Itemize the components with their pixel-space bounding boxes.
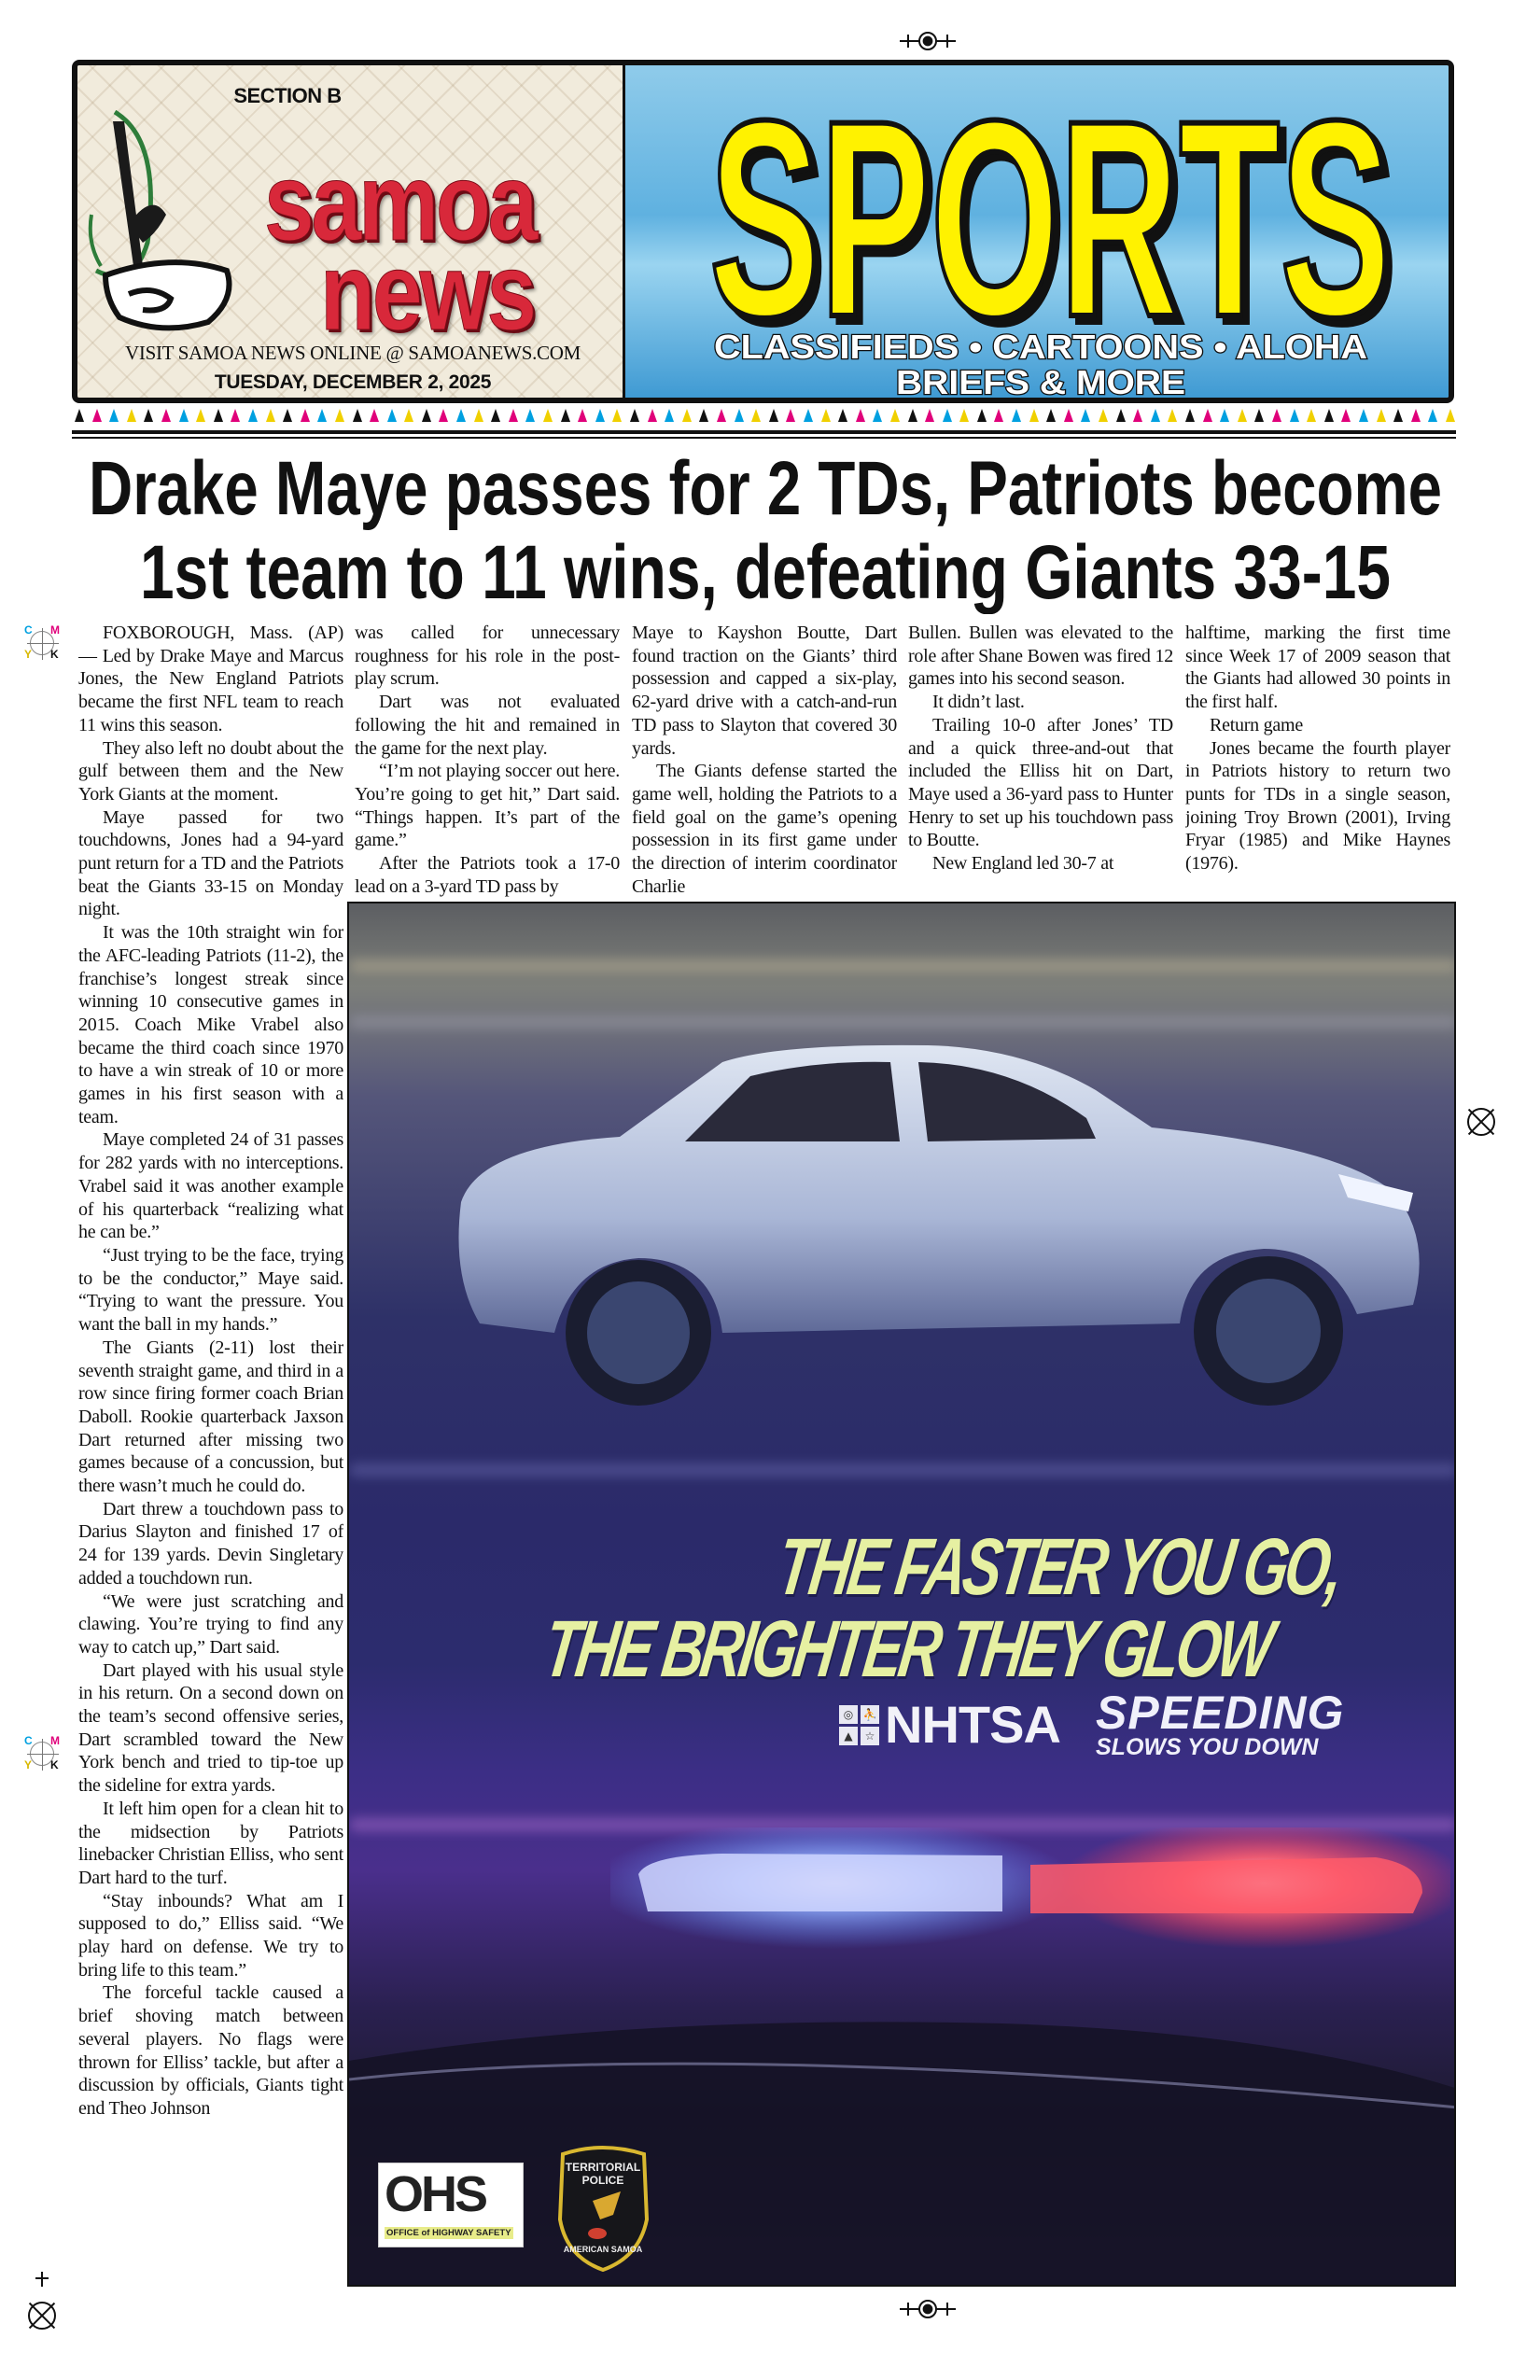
nhtsa-wordmark: NHTSA bbox=[885, 1695, 1060, 1754]
article-paragraph: Bullen. Bullen was elevated to the role after Shane Bowen was fired 12 games into his second season. bbox=[908, 623, 1173, 690]
color-triangle bbox=[1220, 409, 1229, 422]
color-triangle bbox=[648, 409, 657, 422]
color-triangle bbox=[1254, 409, 1264, 422]
color-triangle bbox=[821, 409, 831, 422]
color-triangle bbox=[908, 409, 917, 422]
color-triangle bbox=[474, 409, 483, 422]
ad-slogan-line-2: THE BRIGHTER THEY GLOW bbox=[539, 1604, 1276, 1694]
cmyk-k: K bbox=[50, 648, 59, 661]
color-triangle bbox=[439, 409, 448, 422]
color-triangle bbox=[353, 409, 362, 422]
color-triangle bbox=[75, 409, 84, 422]
cmyk-m: M bbox=[50, 623, 60, 637]
color-triangle bbox=[92, 409, 102, 422]
headline bbox=[75, 446, 1456, 614]
divider-rule bbox=[72, 437, 1456, 439]
nhtsa-icon-grid: ◎ ⛹ ▲ ☆ bbox=[839, 1705, 879, 1745]
color-triangle bbox=[699, 409, 708, 422]
color-triangle bbox=[1377, 409, 1386, 422]
color-triangle bbox=[786, 409, 795, 422]
color-triangle bbox=[1116, 409, 1126, 422]
color-triangle bbox=[578, 409, 587, 422]
article-column-1 bbox=[78, 622, 343, 2270]
color-triangle bbox=[525, 409, 535, 422]
article-paragraph: The Giants (2-11) lost their seventh straight game, and third in a row since firing former coach Brian Daboll. Rookie quarterback Jaxson Dart returned after missing two games because of a concussion, but there wasn’t much he could do. bbox=[78, 1337, 343, 1497]
speeding-advertisement[interactable] bbox=[347, 902, 1456, 2287]
color-triangle bbox=[873, 409, 882, 422]
article-column-5 bbox=[1185, 622, 1450, 900]
nhtsa-logo bbox=[839, 1695, 1060, 1754]
color-triangle bbox=[144, 409, 153, 422]
color-triangle bbox=[231, 409, 240, 422]
color-triangle bbox=[1168, 409, 1177, 422]
speeding-subtitle: SLOWS YOU DOWN bbox=[1096, 1734, 1319, 1760]
color-triangle bbox=[1185, 409, 1195, 422]
logo-samoa: samoa bbox=[264, 141, 536, 264]
cmyk-y: Y bbox=[24, 648, 33, 661]
badge-american-samoa: AMERICAN SAMOA bbox=[563, 2245, 643, 2254]
color-triangle bbox=[456, 409, 466, 422]
color-triangle bbox=[1324, 409, 1334, 422]
color-triangle bbox=[1203, 409, 1212, 422]
color-triangle bbox=[925, 409, 934, 422]
article-paragraph: The forceful tackle caused a brief shoving match between several players. No flags were thrown for Elliss’ tackle, but after a discussion by officials, Giants tight end Theo Johnson bbox=[78, 1982, 343, 2119]
article-paragraph: Dart threw a touchdown pass to Darius Slayton and finished 17 of 24 for 139 yards. Devin Singletary added a touchdown run. bbox=[78, 1498, 343, 1589]
crop-mark bbox=[41, 2272, 43, 2287]
logo-news: news bbox=[320, 231, 534, 354]
motion-streak bbox=[349, 1463, 1456, 1477]
color-triangle bbox=[317, 409, 327, 422]
color-triangle bbox=[1272, 409, 1281, 422]
article-paragraph: After the Patriots took a 17-0 lead on a 3-yard TD pass by bbox=[355, 853, 620, 897]
cmyk-m: M bbox=[50, 1734, 60, 1747]
article-paragraph: Maye passed for two touchdowns, Jones had a 94-yard punt return for a TD and the Patriots beat the Giants 33-15 on Monday night. bbox=[78, 806, 343, 920]
crosshair-mark-right bbox=[1467, 1108, 1495, 1136]
speeding-title: SPEEDING bbox=[1096, 1687, 1345, 1739]
territorial-police-badge-icon bbox=[555, 2145, 651, 2272]
color-triangle bbox=[630, 409, 639, 422]
sports-banner bbox=[625, 65, 1449, 398]
color-triangle bbox=[543, 409, 553, 422]
registration-mark-bottom bbox=[900, 2300, 956, 2318]
article-paragraph: Dart played with his usual style in his return. On a second down on the team’s second offensive series, Dart scrambled toward the New York bench and tried to tip-toe up the sideline for extra yards. bbox=[78, 1659, 343, 1797]
color-triangle bbox=[196, 409, 205, 422]
article-paragraph: “Just trying to be the face, trying to be the conductor,” Maye said. “Trying to want the pressure. You want the ball in my hands.” bbox=[78, 1244, 343, 1336]
color-triangle bbox=[387, 409, 397, 422]
color-triangle bbox=[717, 409, 726, 422]
color-triangle bbox=[665, 409, 674, 422]
sports-title: SPORTS bbox=[709, 65, 1391, 375]
article-paragraph: It didn’t last. bbox=[932, 692, 1025, 713]
color-triangle bbox=[109, 409, 119, 422]
color-triangle bbox=[612, 409, 622, 422]
ohs-name: OFFICE of HIGHWAY SAFETY bbox=[386, 2228, 511, 2238]
color-triangle bbox=[735, 409, 744, 422]
cmyk-c: C bbox=[24, 1734, 33, 1747]
color-triangle bbox=[1341, 409, 1351, 422]
ohs-wordmark: OHS bbox=[385, 2166, 486, 2222]
article-paragraph: “I’m not playing soccer out here. You’re going to get hit,” Dart said. “Things happen. It’s part of the game.” bbox=[355, 761, 620, 851]
banner-subtitle-2: BRIEFS & MORE bbox=[896, 363, 1185, 398]
article-subhead: Return game bbox=[1210, 714, 1303, 735]
color-triangle bbox=[1133, 409, 1142, 422]
color-triangle bbox=[1099, 409, 1108, 422]
article-paragraph: Maye completed 24 of 31 passes for 282 yards with no interceptions. Vrabel said it was another example of his quarterback “realizing what he can be.” bbox=[78, 1129, 343, 1243]
article-paragraph: The Giants defense started the game well, holding the Patriots to a field goal on the game’s opening possession in its first game under the direction of interim coordinator Charlie bbox=[632, 761, 897, 897]
article-paragraph: Trailing 10-0 after Jones’ TD and a quick three-and-out that included the Elliss hit on Dart, Maye used a 36-yard pass to Hunter Henry to set up his touchdown pass to Boutte. bbox=[908, 714, 1173, 851]
color-triangle bbox=[1307, 409, 1316, 422]
cmyk-mark bbox=[22, 623, 63, 665]
color-triangle bbox=[751, 409, 761, 422]
issue-date: TUESDAY, DECEMBER 2, 2025 bbox=[214, 371, 492, 393]
registration-mark-top bbox=[900, 32, 956, 50]
cmyk-mark bbox=[22, 1734, 63, 1775]
color-triangle bbox=[856, 409, 865, 422]
article-paragraph: They also left no doubt about the gulf between them and the New York Giants at the moment. bbox=[78, 737, 343, 805]
color-triangle bbox=[1411, 409, 1421, 422]
color-triangle bbox=[1446, 409, 1455, 422]
color-triangle bbox=[491, 409, 500, 422]
color-triangle bbox=[161, 409, 171, 422]
article-paragraph: New England led 30-7 at bbox=[932, 853, 1114, 875]
color-triangle bbox=[595, 409, 605, 422]
article-column-4 bbox=[908, 622, 1173, 900]
article-paragraph: Jones became the fourth player in Patriots history to return two punts for TDs in a single season, joining Troy Brown (2001), Irving Fryar (1985) and Mike Haynes (1976). bbox=[1185, 737, 1450, 875]
color-triangle bbox=[1081, 409, 1090, 422]
motion-streak bbox=[349, 959, 1456, 973]
color-triangle bbox=[1046, 409, 1056, 422]
ad-slogan-line-1: THE FASTER YOU GO, bbox=[772, 1522, 1347, 1612]
article-paragraph: It left him open for a clean hit to the midsection by Patriots linebacker Christian Elliss, who sent Dart hard to the turf. bbox=[78, 1798, 343, 1888]
color-triangle bbox=[1359, 409, 1368, 422]
color-triangle bbox=[1290, 409, 1299, 422]
color-triangle bbox=[266, 409, 275, 422]
article-paragraph: Maye to Kayshon Boutte, Dart found traction on the Giants’ third possession and capped a six-play, 62-yard drive with a catch-and-run TD pass to Slayton that covered 30 yards. bbox=[632, 623, 897, 759]
article-paragraph: FOXBOROUGH, Mass. (AP) — Led by Drake Maye and Marcus Jones, the New England Patriots became the first NFL team to reach 11 wins this season. bbox=[78, 623, 343, 735]
color-triangle bbox=[404, 409, 413, 422]
color-triangle bbox=[509, 409, 518, 422]
website-line[interactable]: VISIT SAMOA NEWS ONLINE @ SAMOANEWS.COM bbox=[125, 342, 581, 364]
color-triangle bbox=[561, 409, 570, 422]
color-triangle bbox=[959, 409, 969, 422]
color-triangle bbox=[422, 409, 431, 422]
car-image bbox=[442, 1034, 1441, 1407]
color-triangle bbox=[1428, 409, 1437, 422]
headline-line-2: 1st team to 11 wins, defeating Giants 33-15 bbox=[140, 530, 1391, 614]
article-paragraph: halftime, marking the first time since Week 17 of 2009 season that the Giants had allowed 30 points in the first half. bbox=[1185, 623, 1450, 713]
article-column-2 bbox=[355, 622, 620, 900]
cmyk-k: K bbox=[50, 1758, 59, 1771]
color-triangle bbox=[943, 409, 952, 422]
color-triangle bbox=[248, 409, 258, 422]
color-triangle bbox=[977, 409, 987, 422]
color-triangle bbox=[682, 409, 692, 422]
color-triangle-strip bbox=[75, 409, 1456, 424]
headline-line-1: Drake Maye passes for 2 TDs, Patriots become bbox=[89, 446, 1442, 531]
masthead-logo-panel bbox=[77, 65, 625, 398]
color-triangle bbox=[1238, 409, 1247, 422]
crop-mark bbox=[35, 2277, 49, 2279]
article-paragraph: “We were just scratching and clawing. You’re trying to find any way to catch up,” Dart said. bbox=[78, 1590, 343, 1658]
article-paragraph: It was the 10th straight win for the AFC-leading Patriots (11-2), the franchise’s longest streak since winning 10 consecutive games in 2015. Coach Mike Vrabel also became the third coach since 1970 to have a win streak of 10 or more games in his first season with a team. bbox=[78, 922, 343, 1127]
crosshair-mark-bottom-left bbox=[28, 2302, 56, 2330]
color-triangle bbox=[370, 409, 379, 422]
sports-banner-text bbox=[625, 65, 1454, 398]
color-triangle bbox=[214, 409, 223, 422]
color-triangle bbox=[283, 409, 292, 422]
color-triangle bbox=[804, 409, 813, 422]
color-triangle bbox=[994, 409, 1003, 422]
badge-territorial: TERRITORIAL bbox=[565, 2161, 641, 2174]
color-triangle bbox=[1151, 409, 1160, 422]
color-triangle bbox=[179, 409, 189, 422]
article-paragraph: Dart was not evaluated following the hit and remained in the game for the next play. bbox=[355, 692, 620, 759]
article-paragraph: was called for unnecessary roughness for his role in the post-play scrum. bbox=[355, 623, 620, 690]
color-triangle bbox=[1064, 409, 1073, 422]
section-label: SECTION B bbox=[233, 84, 342, 107]
badge-police: POLICE bbox=[581, 2174, 624, 2187]
divider-rule bbox=[72, 430, 1456, 434]
color-triangle bbox=[1029, 409, 1039, 422]
motion-streak bbox=[349, 1015, 1456, 1029]
color-triangle bbox=[127, 409, 136, 422]
cmyk-y: Y bbox=[24, 1758, 33, 1771]
color-triangle bbox=[301, 409, 310, 422]
color-triangle bbox=[1012, 409, 1021, 422]
color-triangle bbox=[335, 409, 344, 422]
article-column-3 bbox=[632, 622, 897, 900]
color-triangle bbox=[838, 409, 847, 422]
color-triangle bbox=[890, 409, 900, 422]
color-triangle bbox=[1393, 409, 1403, 422]
masthead bbox=[72, 60, 1454, 403]
banner-subtitle-1: CLASSIFIEDS • CARTOONS • ALOHA bbox=[714, 328, 1367, 366]
office-of-highway-safety-logo bbox=[378, 2163, 524, 2247]
color-triangle bbox=[769, 409, 778, 422]
article-paragraph: “Stay inbounds? What am I supposed to do,” Elliss said. “We play hard on defense. We try to bring life to this team.” bbox=[78, 1890, 343, 1981]
cmyk-c: C bbox=[24, 623, 33, 637]
